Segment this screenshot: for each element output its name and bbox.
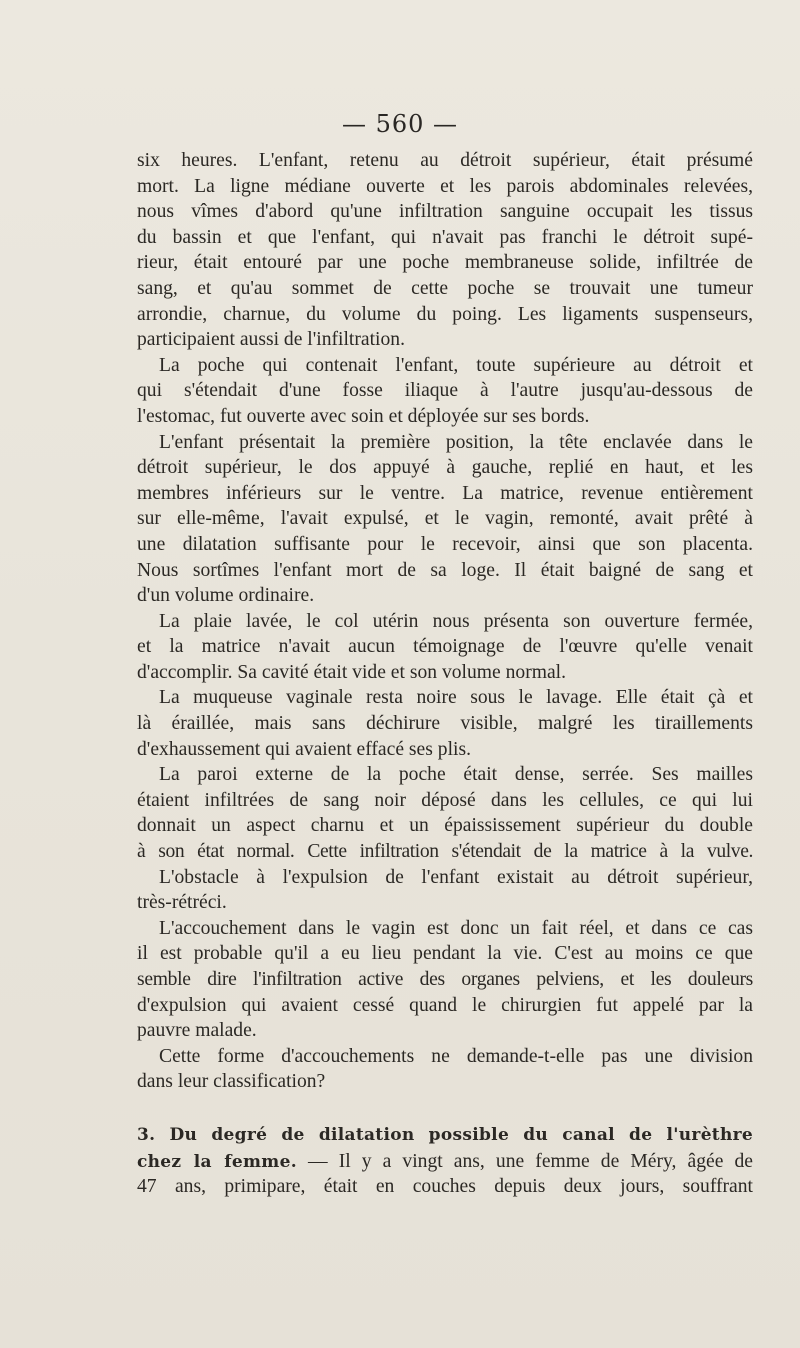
text-line: La poche qui contenait l'enfant, toute supérieure au détroit et: [159, 354, 753, 376]
text-line: arrondie, charnue, du volume du poing. Les ligaments suspenseurs,: [137, 303, 753, 325]
text-line: détroit supérieur, le dos appuyé à gauche, replié en haut, et les: [137, 457, 753, 479]
text-line: d'exhaussement qui avaient effacé ses plis.: [137, 738, 471, 760]
text-line: pauvre malade.: [137, 1020, 257, 1042]
text-line: l'estomac, fut ouverte avec soin et déployée sur ses bords.: [137, 405, 590, 427]
text-line: d'un volume ordinaire.: [137, 585, 315, 607]
body-text: [137, 148, 753, 1200]
text-line: donnait un aspect charnu et un épaississement supérieur du double: [137, 815, 753, 837]
text-line: dans leur classification?: [137, 1071, 326, 1093]
text-line: sang, et qu'au sommet de cette poche se trouvait une tumeur: [137, 277, 753, 299]
text-line: L'accouchement dans le vagin est donc un fait réel, et dans ce cas: [159, 917, 753, 939]
text-line: 47 ans, primipare, était en couches depuis deux jours, souffrant: [137, 1176, 753, 1198]
section-spacer: [137, 1095, 753, 1123]
text-line: L'obstacle à l'expulsion de l'enfant existait au détroit supérieur,: [159, 866, 753, 888]
section-title-bold: chez la femme.: [137, 1151, 297, 1172]
text-line: membres inférieurs sur le ventre. La matrice, revenue entièrement: [137, 482, 753, 504]
text-line: qui s'étendait d'une fosse iliaque à l'autre jusqu'au-dessous de: [137, 380, 753, 402]
section-title-continuation: [137, 1149, 753, 1175]
text-line: L'enfant présentait la première position, la tête enclavée dans le: [159, 431, 753, 453]
text-line: participaient aussi de l'infiltration.: [137, 329, 405, 351]
text-line: Nous sortîmes l'enfant mort de sa loge. Il était baigné de sang et: [137, 559, 753, 581]
text-line: Cette forme d'accouchements ne demande-t-elle pas une division: [159, 1045, 753, 1067]
text-line: La paroi externe de la poche était dense, serrée. Ses mailles: [159, 764, 753, 786]
text-line: et la matrice n'avait aucun témoignage de l'œuvre qu'elle venait: [137, 636, 753, 658]
text-line: La muqueuse vaginale resta noire sous le lavage. Elle était çà et: [159, 687, 753, 709]
section-title: 3. Du degré de dilatation possible du canal de l'urèthre: [137, 1124, 753, 1145]
text-line: à son état normal. Cette infiltration s'étendait de la matrice à la vulve.: [137, 841, 753, 863]
text-line: étaient infiltrées de sang noir déposé dans les cellules, ce qui lui: [137, 789, 753, 811]
text-line: très-rétréci.: [137, 892, 227, 914]
text-line: il est probable qu'il a eu lieu pendant la vie. C'est au moins ce que: [137, 943, 753, 965]
page-number: — 560 —: [341, 110, 459, 138]
text-line: La plaie lavée, le col utérin nous présenta son ouverture fermée,: [159, 610, 753, 632]
text-line: une dilatation suffisante pour le recevoir, ainsi que son placenta.: [137, 533, 753, 555]
text-line: d'accomplir. Sa cavité était vide et son volume normal.: [137, 661, 567, 683]
text-line: du bassin et que l'enfant, qui n'avait pas franchi le détroit supé-: [137, 226, 753, 248]
text-line: six heures. L'enfant, retenu au détroit supérieur, était présumé: [137, 150, 753, 171]
text-line: là éraillée, mais sans déchirure visible, malgré les tiraillements: [137, 713, 753, 735]
text-line: rieur, était entouré par une poche membraneuse solide, infiltrée de: [137, 252, 753, 274]
text-line: d'expulsion qui avaient cessé quand le chirurgien fut appelé par la: [137, 994, 753, 1016]
text-line: sur elle-même, l'avait expulsé, et le vagin, remonté, avait prêté à: [137, 508, 753, 530]
text-line: nous vîmes d'abord qu'une infiltration sanguine occupait les tissus: [137, 201, 753, 223]
text-line: semble dire l'infiltration active des organes pelviens, et les douleurs: [137, 969, 753, 990]
section-text: — Il y a vingt ans, une femme de Méry, âgée de: [296, 1150, 753, 1172]
text-line: mort. La ligne médiane ouverte et les parois abdominales relevées,: [137, 175, 753, 197]
